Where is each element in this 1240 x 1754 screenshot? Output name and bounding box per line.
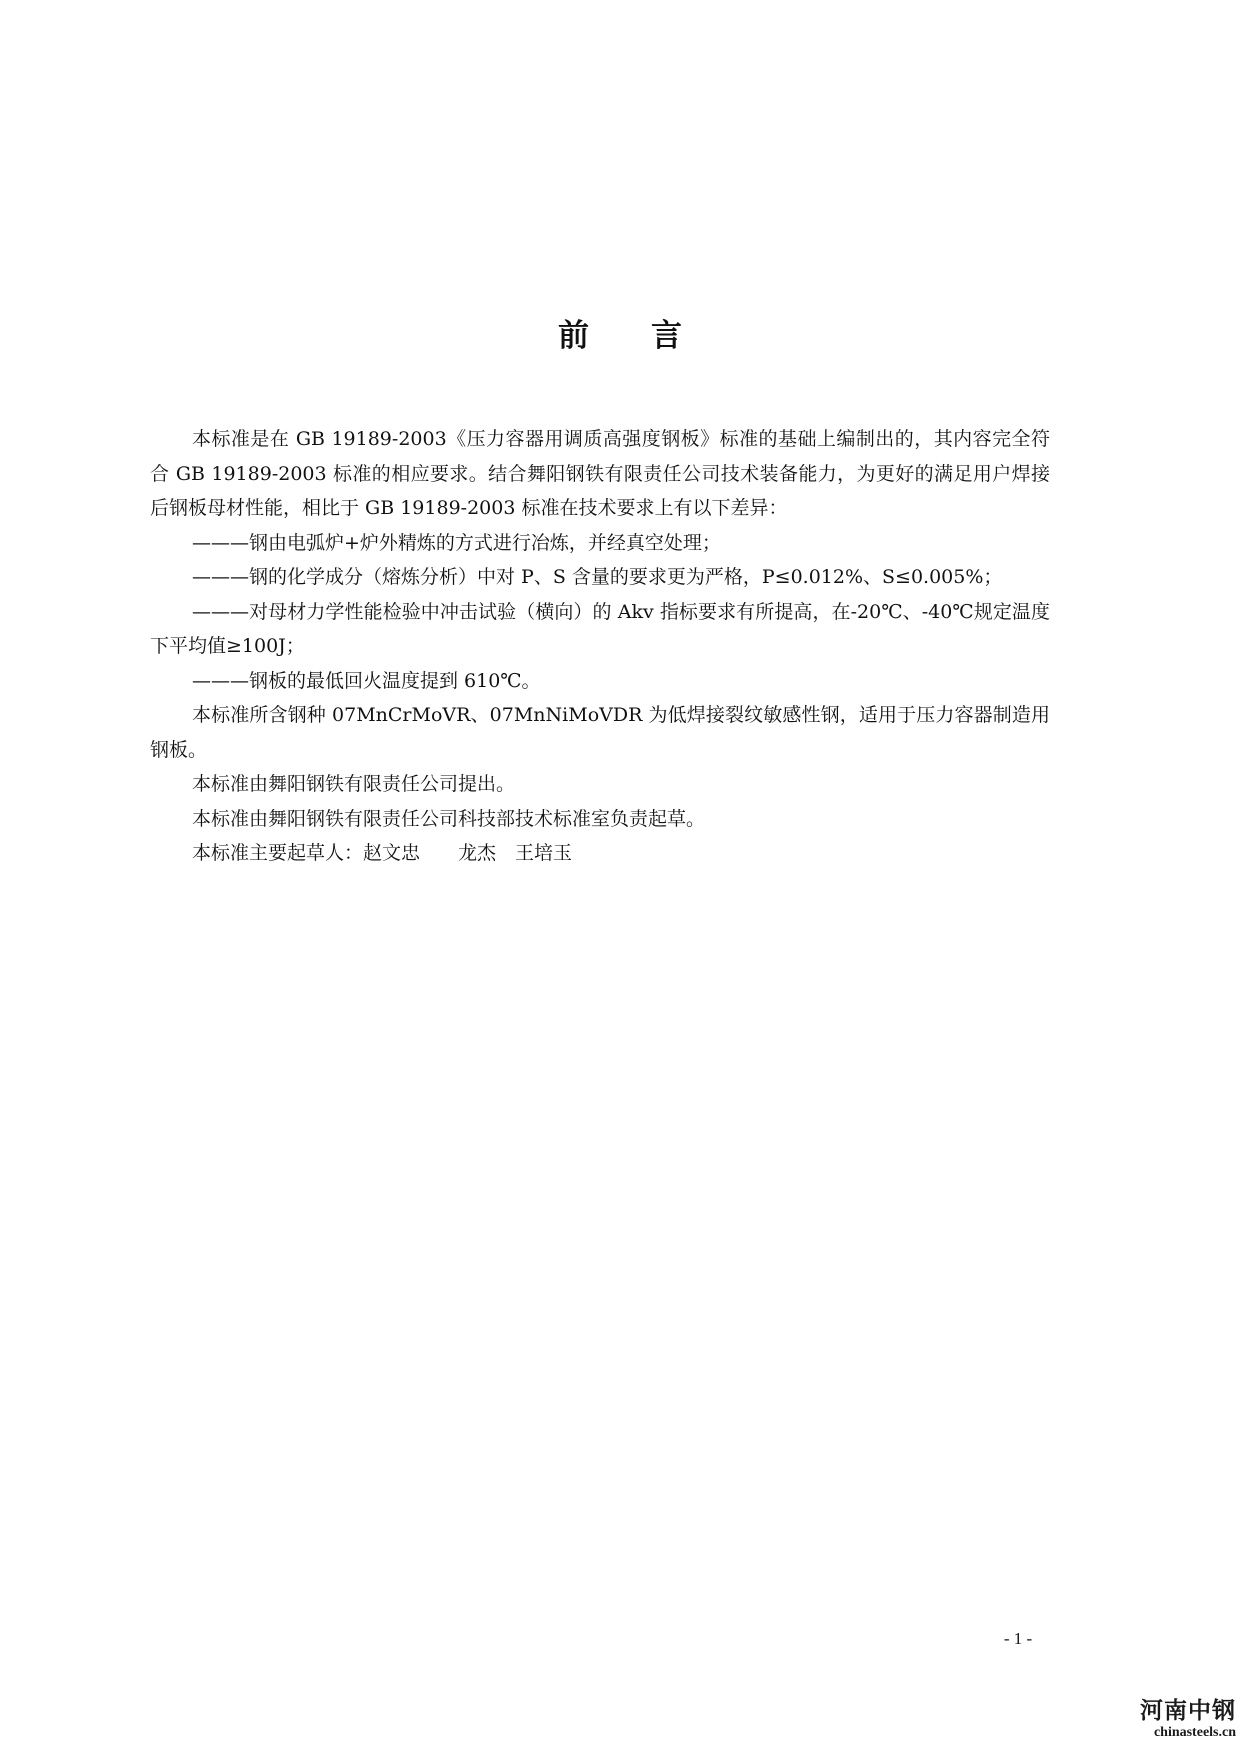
steel-grades-paragraph: 本标准所含钢种 07MnCrMoVR、07MnNiMoVDR 为低焊接裂纹敏感性钢，适用于压力容器制造用钢板。 xyxy=(150,704,1050,761)
drafters-paragraph: 本标准主要起草人：赵文忠 龙杰 王培玉 xyxy=(192,842,573,864)
watermark-logo xyxy=(1112,1699,1236,1741)
difference-item-impact-test: ———对母材力学性能检验中冲击试验（横向）的 Akv 指标要求有所提高，在-20℃、-40℃规定温度下平均值≥100J； xyxy=(150,600,1050,657)
intro-paragraph: 本标准是在 GB 19189-2003《压力容器用调质高强度钢板》标准的基础上编制出的，其内容完全符合 GB 19189-2003 标准的相应要求。结合舞阳钢铁有限责任公司技术装备能力，为更好的满足用户焊接后钢板母材性能，相比于 GB 19189-2003 标准在技术要求上有以下差异： xyxy=(150,428,1050,519)
difference-item-smelting: ———钢由电弧炉+炉外精炼的方式进行冶炼，并经真空处理； xyxy=(192,531,721,554)
difference-item-tempering: ———钢板的最低回火温度提到 610℃。 xyxy=(192,669,541,692)
watermark-logo-text: 河南中钢 xyxy=(1140,1698,1236,1724)
proposer-paragraph: 本标准由舞阳钢铁有限责任公司提出。 xyxy=(192,773,516,795)
drafting-unit-paragraph: 本标准由舞阳钢铁有限责任公司科技部技术标准室负责起草。 xyxy=(192,807,706,830)
page-number: - 1 - xyxy=(1003,1629,1033,1648)
watermark-site: chinasteels.cn xyxy=(1153,1725,1236,1740)
document-body xyxy=(150,422,1050,871)
difference-item-chemistry: ———钢的化学成分（熔炼分析）中对 P、S 含量的要求更为严格，P≤0.012%、S≤0.005%； xyxy=(192,566,1003,588)
page-title: 前言 xyxy=(558,318,744,354)
